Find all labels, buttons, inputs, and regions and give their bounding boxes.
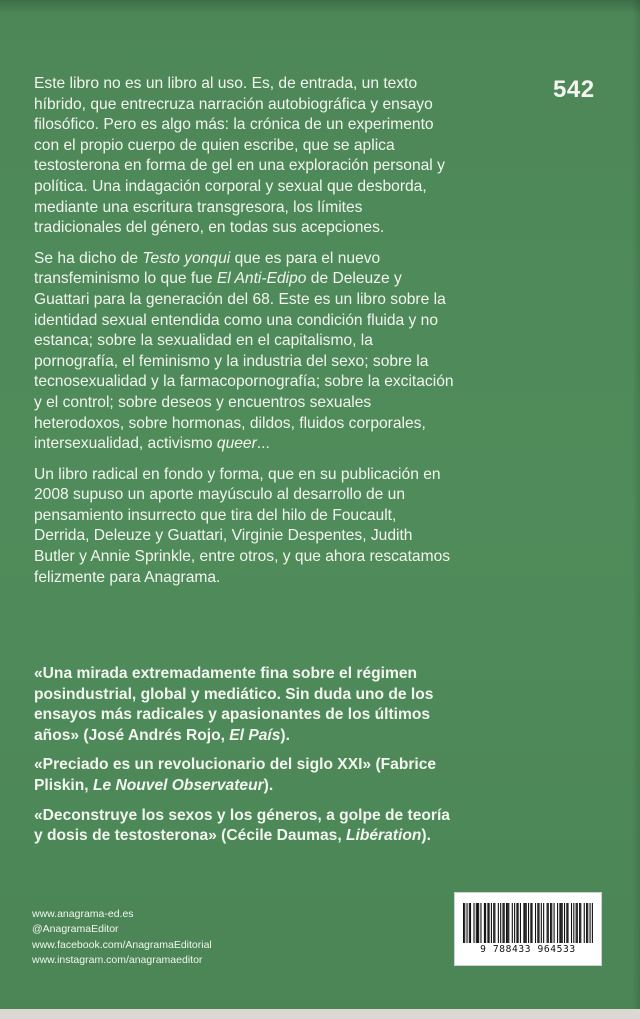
barcode-bar [491,903,492,943]
barcode-bar [470,903,471,943]
blurb-p2-part: Se ha dicho de [34,249,143,267]
quote-text: «Preciado es un revolucionario del siglo XXI» (Fabrice Pliskin, [34,756,437,794]
instagram-link[interactable]: www.instagram.com/anagramaeditor [32,953,203,966]
barcode-bar [547,903,548,943]
twitter-handle[interactable]: @AnagramaEditor [32,923,119,936]
barcode-bar [541,903,542,943]
quote-source: Le Nouvel Observateur [92,776,264,794]
quote-text: «Deconstruye los sexos y los géneros, a golpe de teoría y dosis de testosterona» (Cécile Daumas, [34,806,450,845]
series-number: 542 [553,76,595,103]
press-quote [34,664,454,746]
barcode-bar [494,903,495,943]
barcode-bar [557,903,558,943]
blurb-p2-part: que es para el nuevo transfeminismo lo que fue [34,249,381,288]
barcode-bar [530,903,531,943]
barcode-bar [480,903,481,943]
barcode-bar [571,903,572,943]
barcode-bar [564,903,565,943]
barcode-bar [516,903,517,943]
quote-end: ). [280,726,290,744]
barcode-bars [463,903,593,943]
queer-italic: queer [216,435,257,453]
barcode-bar [592,903,593,943]
barcode-bar [526,903,527,943]
barcode-bar [573,903,574,943]
barcode-bar [463,903,464,943]
barcode-bar [493,903,494,943]
barcode-bar [551,903,552,943]
website-link[interactable]: www.anagrama-ed.es [32,908,134,920]
barcode-bar [477,903,478,943]
quote-text: «Una mirada extremadamente fina sobre el régimen posindustrial, global y mediático. Sin duda uno de los ensayos más radicales y apasionantes de los últimos años» (José Andrés Rojo, [34,665,434,744]
barcode-bar [580,903,581,943]
blurb-paragraph-1: Este libro no es un libro al uso. Es, de entrada, un texto híbrido, que entrecruza narración autobiográfica y ensayo filosófico. Pero es algo más: la crónica de un experimento con el propio cuerpo de quien escribe, que se aplica testosterona en forma de gel en una exploración personal y política. Una indagación corporal y sexual que desborda, mediante una escritura transgresora, los límites tradicionales del género, en todas sus acepciones. [34,75,445,237]
press-quote [34,806,454,847]
barcode-bar [523,903,524,943]
barcode-bar [520,903,521,943]
barcode-bar [562,903,563,943]
blurb-text [34,74,454,598]
publisher-links [32,907,332,968]
barcode-bar [567,903,568,943]
barcode-bar [543,903,544,943]
barcode-bar [550,903,551,943]
bottom-edge [0,1009,640,1019]
top-shadow [0,0,640,14]
barcode-bar [576,903,577,943]
barcode-bar [502,903,503,943]
blurb-paragraph-2 [34,249,454,455]
blurb-p2-part: de Deleuze y Guattari para la generación del 68. Este es un libro sobre la identidad sexual entendida como una condición fluida y no estanca; sobre la sexualidad en el capitalismo, la pornografía, el feminismo y la industria del sexo; sobre la tecnosexualidad y la farmacopornografía; sobre la excitación y el control; sobre deseos y encuentros sexuales heterodoxos, sobre hormonas, dildos, fluidos corporales, intersexualidad, activismo [34,270,454,453]
barcode-bar [506,903,507,943]
isbn-barcode [455,893,601,965]
barcode-bar [476,903,477,943]
press-quotes [34,664,454,856]
barcode-bar [535,903,536,943]
barcode-bar [577,903,578,943]
barcode-bar [504,903,505,943]
barcode-bar [584,903,585,943]
barcode-bar [518,903,519,943]
book-reference-italic: El Anti-Edipo [216,270,307,288]
barcode-bar [561,903,562,943]
barcode-bar [478,903,479,943]
quote-end: ). [421,827,431,845]
barcode-bar [586,903,587,943]
quote-end: ). [263,776,274,794]
barcode-bar [559,903,560,943]
barcode-bar [500,903,501,943]
barcode-bar [590,903,591,943]
barcode-bar [514,903,515,943]
barcode-bar [487,903,488,943]
barcode-bar [484,903,485,943]
barcode-bar [473,903,474,943]
barcode-bar [566,903,567,943]
isbn-digits: 9 788433 964533 [480,944,576,955]
barcode-bar [508,903,509,943]
book-title-italic: Testo yonqui [142,249,231,267]
barcode-bar [579,903,580,943]
barcode-bar [537,903,538,943]
barcode-bar [587,903,588,943]
barcode-bar [485,903,486,943]
barcode-bar [507,903,508,943]
facebook-link[interactable]: www.facebook.com/AnagramaEditorial [32,938,212,951]
barcode-bar [548,903,549,943]
barcode-bar [554,903,555,943]
barcode-bar [538,903,539,943]
barcode-bar [489,903,490,943]
barcode-bar [525,903,526,943]
blurb-paragraph-3: Un libro radical en fondo y forma, que en su publicación en 2008 supuso un aporte mayúsculo al desarrollo de un pensamiento insurrecto que tira del hilo de Foucault, Derrida, Deleuze y Guattari, Virginie Despentes, Judith Butler y Annie Sprinkle, entre otros, y que ahora rescatamos felizmente para Anagrama. [34,465,451,586]
barcode-bar [498,903,499,943]
barcode-bar [469,903,470,943]
blurb-p2-part: ... [256,435,270,453]
quote-source: El País [229,726,281,744]
right-shadow [632,0,640,1019]
barcode-bar [531,903,532,943]
barcode-bar [512,903,513,943]
barcode-bar [464,903,465,943]
press-quote [34,755,454,796]
barcode-bar [528,903,529,943]
quote-source: Libération [346,827,422,845]
barcode-bar [466,903,467,943]
